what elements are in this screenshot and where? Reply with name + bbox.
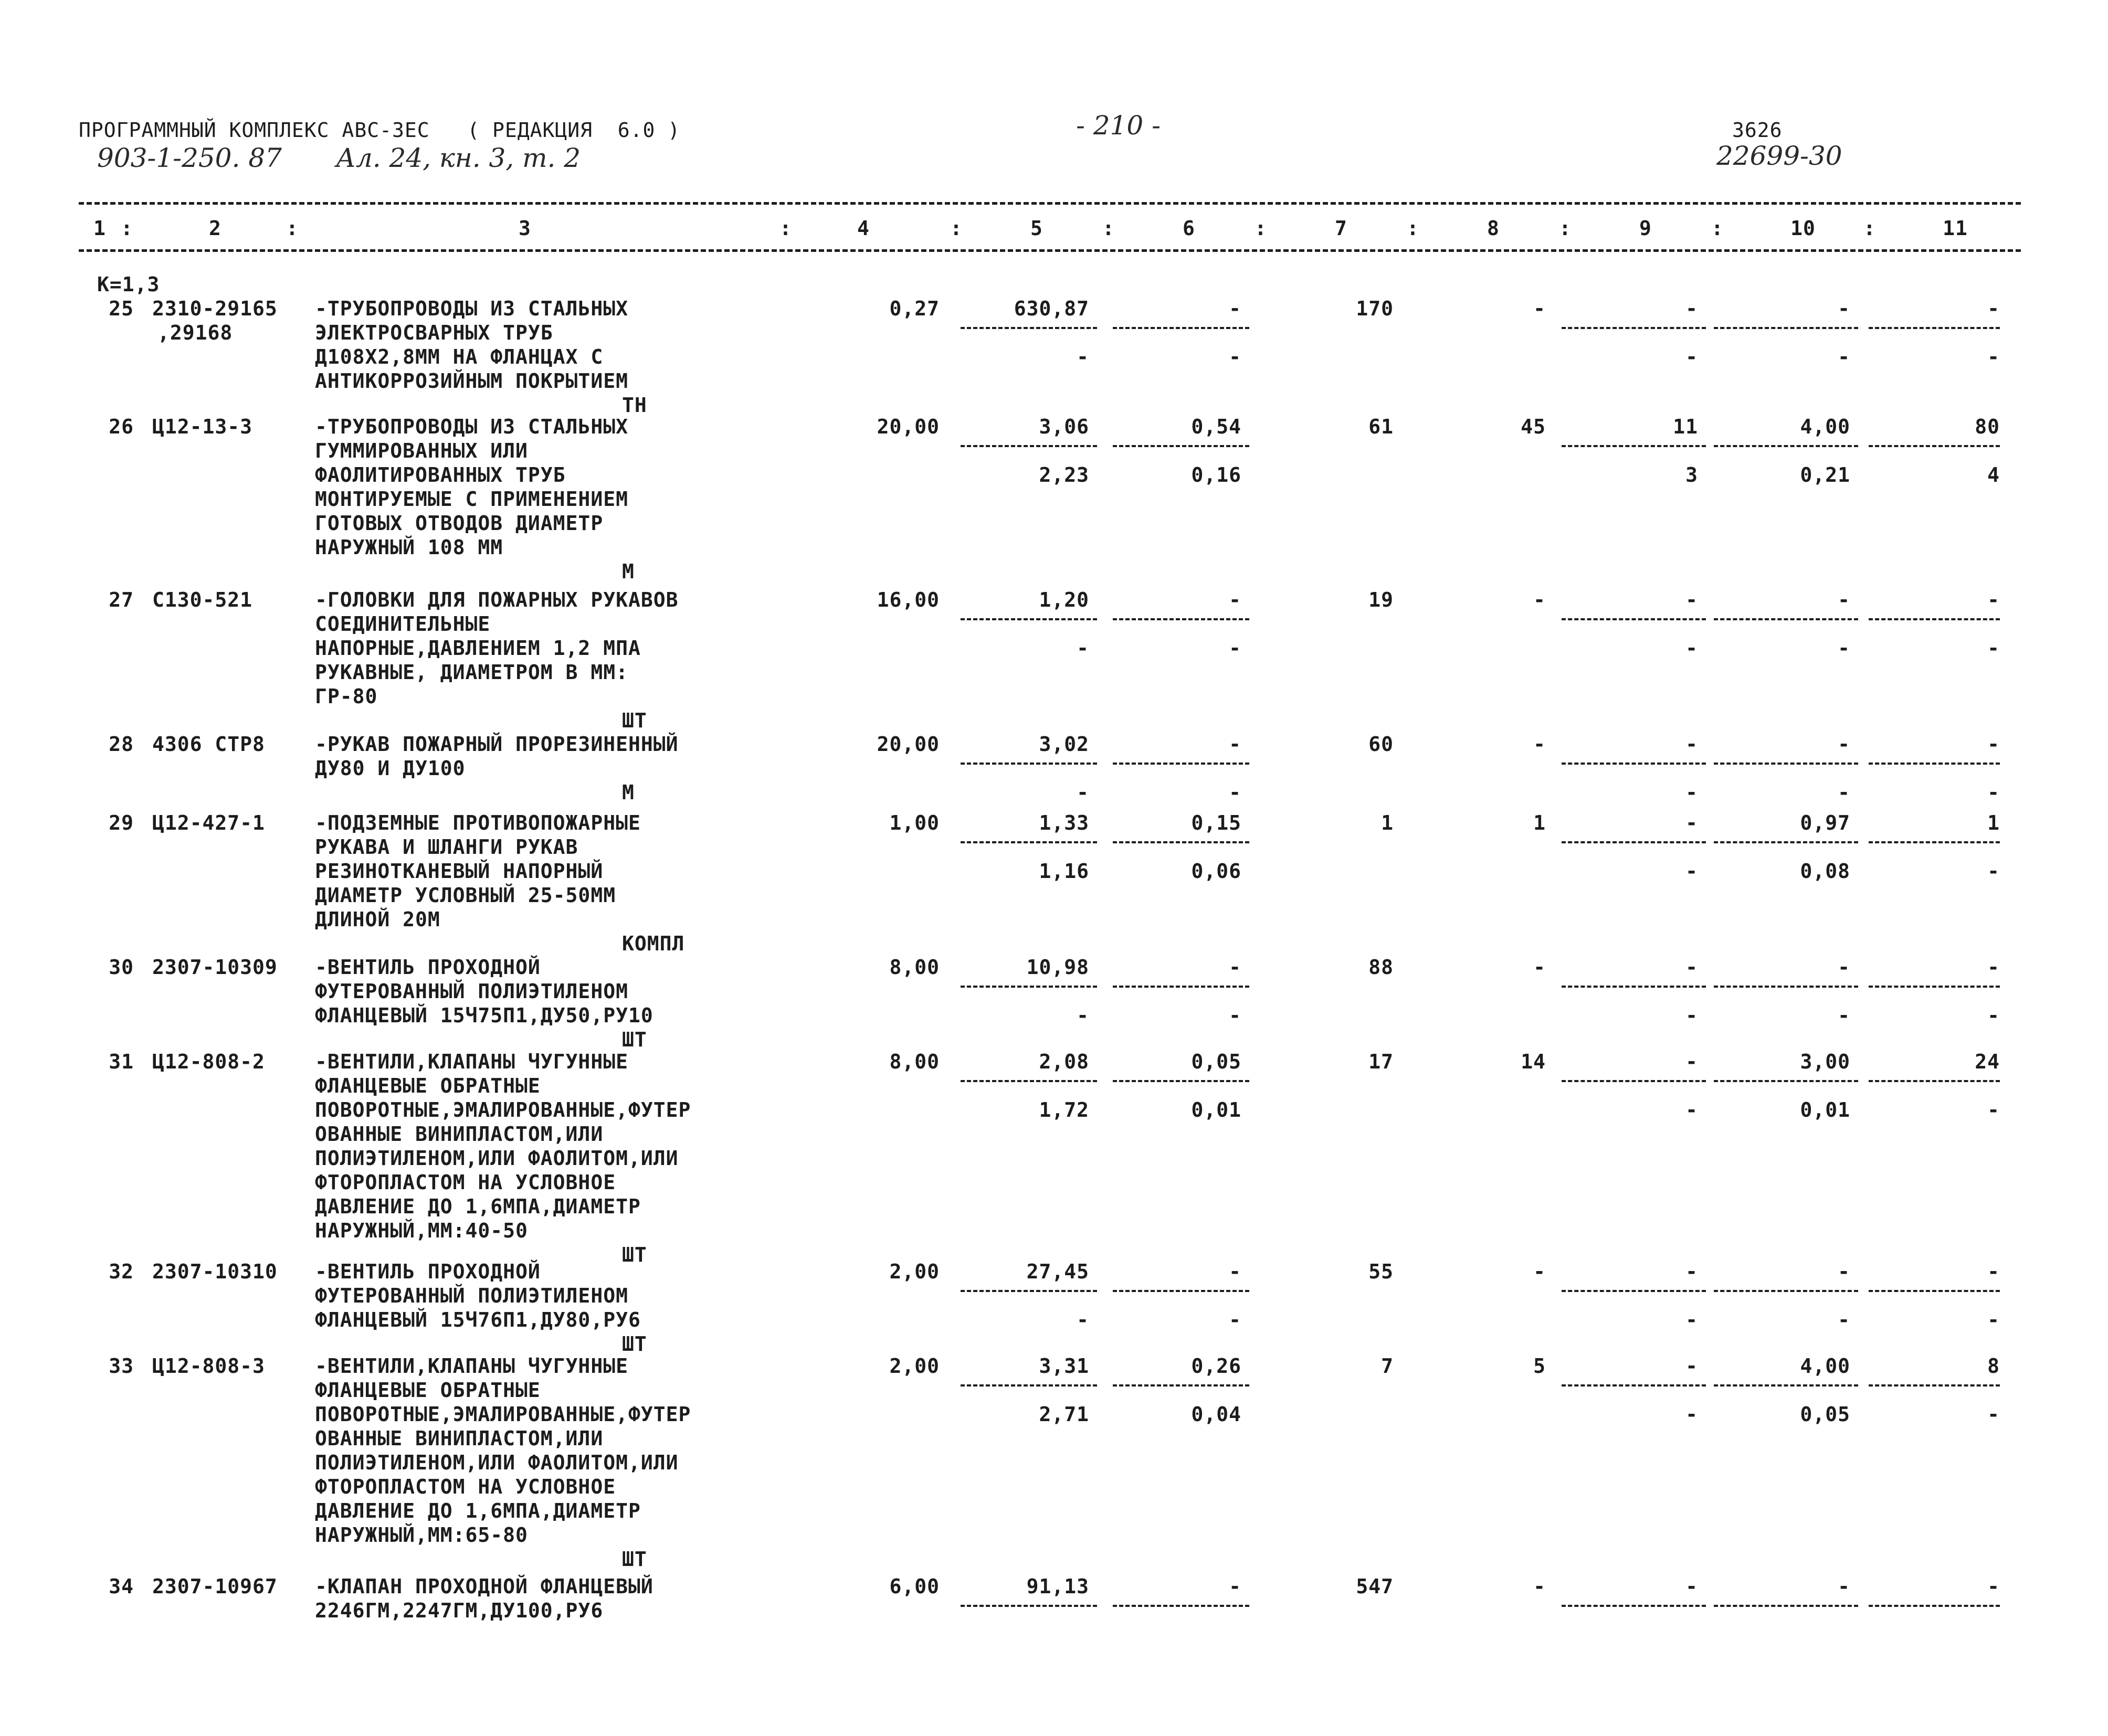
work-description-line: -ГОЛОВКИ ДЛЯ ПОЖАРНЫХ РУКАВОВ [315, 588, 679, 611]
work-description-line: ПОЛИЭТИЛЕНОМ,ИЛИ ФАОЛИТОМ,ИЛИ [315, 1451, 679, 1474]
unit-machine-wages: 0,16 [1191, 463, 1241, 486]
machine-labor-per-unit: - [1838, 1004, 1850, 1027]
rate-code: Ц12-808-2 [152, 1050, 265, 1073]
subtotal-divider [961, 841, 1097, 843]
machines-total: - [1685, 1050, 1698, 1073]
quantity-value: 8,00 [889, 956, 940, 979]
machine-labor-total: - [1987, 781, 2000, 804]
row-number: 27 [109, 588, 134, 611]
unit-of-measure: М [622, 781, 635, 804]
subtotal-divider [1113, 327, 1249, 329]
labor-per-unit: - [1838, 297, 1850, 320]
subtotal-divider [1562, 1080, 1706, 1082]
machine-labor-total: - [1987, 1098, 2000, 1121]
unit-machine-wages: - [1229, 1004, 1241, 1027]
subtotal-divider [1113, 445, 1249, 447]
unit-of-measure: М [622, 560, 635, 583]
labor-per-unit: - [1838, 956, 1850, 979]
subtotal-divider [1714, 1290, 1858, 1292]
subtotal-divider [961, 1384, 1097, 1386]
labor-total: - [1987, 733, 2000, 756]
machine-labor-total: 4 [1987, 463, 2000, 486]
unit-cost-total: 1,20 [1039, 588, 1089, 611]
col-header: 5 [1030, 217, 1043, 240]
total-cost: 170 [1356, 297, 1394, 320]
subtotal-divider [961, 763, 1097, 765]
labor-total: - [1987, 297, 2000, 320]
unit-wages: 2,71 [1039, 1403, 1089, 1426]
work-description-line: ДАВЛЕНИЕ ДО 1,6МПА,ДИАМЕТР [315, 1499, 641, 1522]
total-cost: 60 [1368, 733, 1394, 756]
subtotal-divider [1714, 1384, 1858, 1386]
rate-code-continuation: ,29168 [157, 321, 233, 344]
work-description-line: ДУ80 И ДУ100 [315, 757, 466, 780]
work-description-line: НАПОРНЫЕ,ДАВЛЕНИЕМ 1,2 МПА [315, 637, 641, 660]
total-cost: 547 [1356, 1575, 1394, 1598]
subtotal-divider [1113, 618, 1249, 620]
machines-total: - [1685, 811, 1698, 834]
work-description-line: -ВЕНТИЛИ,КЛАПАНЫ ЧУГУННЫЕ [315, 1354, 628, 1378]
subtotal-divider [1869, 618, 2000, 620]
machine-wages-total: 3 [1685, 463, 1698, 486]
unit-of-measure: ТН [622, 394, 647, 417]
wages-total: - [1533, 733, 1546, 756]
work-description-line: ГУММИРОВАННЫХ ИЛИ [315, 439, 528, 462]
unit-cost-machines: 0,54 [1191, 415, 1241, 438]
machines-total: - [1685, 588, 1698, 611]
subtotal-divider [1869, 986, 2000, 988]
page-number: - 210 - [1076, 110, 1161, 141]
machine-labor-per-unit: 0,05 [1800, 1403, 1850, 1426]
wages-total: - [1533, 297, 1546, 320]
labor-per-unit: - [1838, 1575, 1850, 1598]
unit-machine-wages: - [1229, 1308, 1241, 1331]
unit-wages: 1,72 [1039, 1098, 1089, 1121]
work-description-line: ФТОРОПЛАСТОМ НА УСЛОВНОЕ [315, 1171, 616, 1194]
work-description-line: РУКАВА И ШЛАНГИ РУКАВ [315, 835, 578, 859]
col-separator: : [1711, 217, 1724, 240]
unit-cost-total: 630,87 [1014, 297, 1089, 320]
work-description-line: ПОВОРОТНЫЕ,ЭМАЛИРОВАННЫЕ,ФУТЕР [315, 1098, 691, 1121]
subtotal-divider [1869, 327, 2000, 329]
col-header: 4 [857, 217, 870, 240]
col-header: 8 [1487, 217, 1500, 240]
work-description-line: ПОЛИЭТИЛЕНОМ,ИЛИ ФАОЛИТОМ,ИЛИ [315, 1147, 679, 1170]
machine-labor-total: - [1987, 1403, 2000, 1426]
subtotal-divider [1869, 445, 2000, 447]
subtotal-divider [961, 1290, 1097, 1292]
col-header: 7 [1335, 217, 1347, 240]
program-header: ПРОГРАММНЫЙ КОМПЛЕКС АВС-ЗЕС ( РЕДАКЦИЯ 6.0 ) [79, 119, 681, 142]
unit-wages: - [1077, 1308, 1089, 1331]
col-separator: : [1407, 217, 1419, 240]
unit-cost-machines: - [1229, 956, 1241, 979]
unit-cost-machines: - [1229, 1260, 1241, 1283]
labor-total: 80 [1975, 415, 2000, 438]
subtotal-divider [1562, 841, 1706, 843]
subtotal-divider [1562, 445, 1706, 447]
machines-total: - [1685, 1575, 1698, 1598]
col-separator: : [286, 217, 299, 240]
subtotal-divider [961, 618, 1097, 620]
quantity-value: 16,00 [877, 588, 940, 611]
unit-of-measure: ШТ [622, 1243, 647, 1266]
unit-cost-total: 3,06 [1039, 415, 1089, 438]
row-number: 28 [109, 733, 134, 756]
work-description-line: ГР-80 [315, 685, 378, 708]
work-description-line: ОВАННЫЕ ВИНИПЛАСТОМ,ИЛИ [315, 1123, 604, 1146]
document-code: 3626 [1732, 119, 1783, 142]
rate-code: С130-521 [152, 588, 253, 611]
total-cost: 88 [1368, 956, 1394, 979]
subtotal-divider [1113, 763, 1249, 765]
unit-wages: - [1077, 781, 1089, 804]
unit-cost-machines: 0,15 [1191, 811, 1241, 834]
work-description-line: НАРУЖНЫЙ,ММ:65-80 [315, 1523, 528, 1547]
quantity-value: 6,00 [889, 1575, 940, 1598]
wages-total: 14 [1521, 1050, 1546, 1073]
handwritten-registration-number: 22699-30 [1716, 141, 1842, 171]
row-number: 26 [109, 415, 134, 438]
total-cost: 55 [1368, 1260, 1394, 1283]
subtotal-divider [1714, 618, 1858, 620]
labor-total: - [1987, 1575, 2000, 1598]
subtotal-divider [961, 1080, 1097, 1082]
col-separator: : [1255, 217, 1267, 240]
subtotal-divider [1714, 445, 1858, 447]
row-number: 30 [109, 956, 134, 979]
col-header: 1 [93, 217, 106, 240]
unit-cost-total: 2,08 [1039, 1050, 1089, 1073]
unit-of-measure: ШТ [622, 1332, 647, 1356]
header-top-rule [79, 202, 2021, 205]
machine-labor-total: - [1987, 1004, 2000, 1027]
work-description-line: ДИАМЕТР УСЛОВНЫЙ 25-50ММ [315, 884, 616, 907]
machine-labor-per-unit: - [1838, 781, 1850, 804]
wages-total: 1 [1533, 811, 1546, 834]
col-header: 9 [1639, 217, 1652, 240]
unit-cost-total: 27,45 [1026, 1260, 1089, 1283]
rate-code: 4306 СТР8 [152, 733, 265, 756]
machines-total: - [1685, 1354, 1698, 1378]
unit-wages: - [1077, 345, 1089, 368]
work-description-line: -ТРУБОПРОВОДЫ ИЗ СТАЛЬНЫХ [315, 415, 628, 438]
unit-cost-total: 10,98 [1026, 956, 1089, 979]
col-separator: : [950, 217, 963, 240]
handwritten-project-number: 903-1-250. 87 [97, 143, 282, 173]
col-header: 3 [519, 217, 531, 240]
labor-per-unit: 4,00 [1800, 1354, 1850, 1378]
machine-labor-total: - [1987, 345, 2000, 368]
work-description-line: ПОВОРОТНЫЕ,ЭМАЛИРОВАННЫЕ,ФУТЕР [315, 1403, 691, 1426]
work-description-line: 2246ГМ,2247ГМ,ДУ100,РУ6 [315, 1599, 604, 1622]
machine-wages-total: - [1685, 1098, 1698, 1121]
unit-machine-wages: - [1229, 781, 1241, 804]
rate-code: 2307-10967 [152, 1575, 278, 1598]
unit-of-measure: ШТ [622, 1028, 647, 1051]
unit-machine-wages: - [1229, 637, 1241, 660]
labor-total: 24 [1975, 1050, 2000, 1073]
work-description-line: ФТОРОПЛАСТОМ НА УСЛОВНОЕ [315, 1475, 616, 1498]
work-description-line: ФЛАНЦЕВЫЕ ОБРАТНЫЕ [315, 1074, 541, 1097]
unit-machine-wages: - [1229, 345, 1241, 368]
work-description-line: ЭЛЕКТРОСВАРНЫХ ТРУБ [315, 321, 553, 344]
labor-per-unit: 4,00 [1800, 415, 1850, 438]
machine-labor-per-unit: 0,01 [1800, 1098, 1850, 1121]
quantity-value: 20,00 [877, 733, 940, 756]
subtotal-divider [961, 986, 1097, 988]
wages-total: 45 [1521, 415, 1546, 438]
labor-total: - [1987, 956, 2000, 979]
col-separators: : [121, 217, 133, 240]
machines-total: - [1685, 733, 1698, 756]
row-number: 34 [109, 1575, 134, 1598]
quantity-value: 0,27 [889, 297, 940, 320]
work-description-line: НАРУЖНЫЙ 108 ММ [315, 536, 503, 559]
labor-per-unit: 3,00 [1800, 1050, 1850, 1073]
row-number: 31 [109, 1050, 134, 1073]
rate-code: Ц12-13-3 [152, 415, 253, 438]
labor-total: 1 [1987, 811, 2000, 834]
work-description-line: -ВЕНТИЛЬ ПРОХОДНОЙ [315, 1260, 541, 1283]
machine-labor-per-unit: - [1838, 345, 1850, 368]
subtotal-divider [1714, 986, 1858, 988]
unit-wages: - [1077, 1004, 1089, 1027]
subtotal-divider [1714, 327, 1858, 329]
total-cost: 61 [1368, 415, 1394, 438]
work-description-line: МОНТИРУЕМЫЕ С ПРИМЕНЕНИЕМ [315, 488, 628, 511]
subtotal-divider [1562, 618, 1706, 620]
subtotal-divider [1869, 763, 2000, 765]
work-description-line: ФЛАНЦЕВЫЕ ОБРАТНЫЕ [315, 1379, 541, 1402]
labor-total: - [1987, 1260, 2000, 1283]
coefficient-note: K=1,3 [97, 273, 160, 296]
subtotal-divider [1714, 763, 1858, 765]
machine-labor-per-unit: 0,21 [1800, 463, 1850, 486]
header-bottom-rule [79, 249, 2021, 252]
unit-machine-wages: 0,01 [1191, 1098, 1241, 1121]
machine-wages-total: - [1685, 1403, 1698, 1426]
subtotal-divider [1869, 1080, 2000, 1082]
machine-wages-total: - [1685, 1308, 1698, 1331]
unit-machine-wages: 0,04 [1191, 1403, 1241, 1426]
wages-total: - [1533, 588, 1546, 611]
subtotal-divider [1562, 1605, 1706, 1607]
subtotal-divider [1562, 327, 1706, 329]
total-cost: 19 [1368, 588, 1394, 611]
machines-total: - [1685, 297, 1698, 320]
col-separator: : [1863, 217, 1876, 240]
unit-of-measure: КОМПЛ [622, 932, 685, 955]
subtotal-divider [1562, 1384, 1706, 1386]
unit-cost-total: 91,13 [1026, 1575, 1089, 1598]
work-description-line: ДЛИНОЙ 20М [315, 908, 440, 931]
subtotal-divider [1714, 1605, 1858, 1607]
wages-total: 5 [1533, 1354, 1546, 1378]
work-description-line: ФУТЕРОВАННЫЙ ПОЛИЭТИЛЕНОМ [315, 1284, 628, 1307]
unit-cost-machines: - [1229, 588, 1241, 611]
work-description-line: -КЛАПАН ПРОХОДНОЙ ФЛАНЦЕВЫЙ [315, 1575, 654, 1598]
subtotal-divider [1869, 841, 2000, 843]
unit-machine-wages: 0,06 [1191, 860, 1241, 883]
col-header: 2 [209, 217, 222, 240]
labor-per-unit: 0,97 [1800, 811, 1850, 834]
subtotal-divider [1113, 1290, 1249, 1292]
subtotal-divider [1562, 763, 1706, 765]
machine-labor-total: - [1987, 1308, 2000, 1331]
work-description-line: ОВАННЫЕ ВИНИПЛАСТОМ,ИЛИ [315, 1427, 604, 1450]
work-description-line: РЕЗИНОТКАНЕВЫЙ НАПОРНЫЙ [315, 860, 604, 883]
work-description-line: -ПОДЗЕМНЫЕ ПРОТИВОПОЖАРНЫЕ [315, 811, 641, 834]
machines-total: - [1685, 1260, 1698, 1283]
unit-wages: 1,16 [1039, 860, 1089, 883]
unit-cost-machines: - [1229, 1575, 1241, 1598]
work-description-line: РУКАВНЫЕ, ДИАМЕТРОМ В ММ: [315, 661, 628, 684]
subtotal-divider [1113, 841, 1249, 843]
work-description-line: ДАВЛЕНИЕ ДО 1,6МПА,ДИАМЕТР [315, 1195, 641, 1218]
work-description-line: -ВЕНТИЛЬ ПРОХОДНОЙ [315, 956, 541, 979]
col-separator: : [779, 217, 792, 240]
unit-cost-machines: 0,26 [1191, 1354, 1241, 1378]
quantity-value: 2,00 [889, 1260, 940, 1283]
wages-total: - [1533, 1260, 1546, 1283]
quantity-value: 1,00 [889, 811, 940, 834]
unit-of-measure: ШТ [622, 709, 647, 732]
work-description-line: ФАОЛИТИРОВАННЫХ ТРУБ [315, 463, 566, 486]
col-header: 6 [1183, 217, 1195, 240]
work-description-line: -ВЕНТИЛИ,КЛАПАНЫ ЧУГУННЫЕ [315, 1050, 628, 1073]
unit-cost-machines: 0,05 [1191, 1050, 1241, 1073]
col-separator: : [1102, 217, 1115, 240]
machines-total: 11 [1673, 415, 1698, 438]
work-description-line: ФЛАНЦЕВЫЙ 15Ч76П1,ДУ80,РУ6 [315, 1308, 641, 1331]
subtotal-divider [1113, 1080, 1249, 1082]
subtotal-divider [1113, 986, 1249, 988]
subtotal-divider [1869, 1290, 2000, 1292]
unit-of-measure: ШТ [622, 1548, 647, 1571]
work-description-line: -ТРУБОПРОВОДЫ ИЗ СТАЛЬНЫХ [315, 297, 628, 320]
unit-cost-machines: - [1229, 733, 1241, 756]
work-description-line: ФУТЕРОВАННЫЙ ПОЛИЭТИЛЕНОМ [315, 980, 628, 1003]
work-description-line: Д108Х2,8ММ НА ФЛАНЦАХ С [315, 345, 604, 368]
work-description-line: ФЛАНЦЕВЫЙ 15Ч75П1,ДУ50,РУ10 [315, 1004, 654, 1027]
row-number: 32 [109, 1260, 134, 1283]
subtotal-divider [1113, 1384, 1249, 1386]
wages-total: - [1533, 1575, 1546, 1598]
machine-wages-total: - [1685, 781, 1698, 804]
subtotal-divider [1869, 1384, 2000, 1386]
quantity-value: 2,00 [889, 1354, 940, 1378]
col-header: 10 [1790, 217, 1816, 240]
machine-labor-per-unit: 0,08 [1800, 860, 1850, 883]
unit-wages: - [1077, 637, 1089, 660]
machine-labor-per-unit: - [1838, 1308, 1850, 1331]
subtotal-divider [961, 1605, 1097, 1607]
subtotal-divider [1113, 1605, 1249, 1607]
row-number: 25 [109, 297, 134, 320]
subtotal-divider [1869, 1605, 2000, 1607]
machine-labor-per-unit: - [1838, 637, 1850, 660]
work-description-line: НАРУЖНЫЙ,ММ:40-50 [315, 1219, 528, 1242]
work-description-line: ГОТОВЫХ ОТВОДОВ ДИАМЕТР [315, 512, 604, 535]
row-number: 29 [109, 811, 134, 834]
subtotal-divider [961, 327, 1097, 329]
rate-code: 2310-29165 [152, 297, 278, 320]
col-separator: : [1559, 217, 1572, 240]
labor-total: 8 [1987, 1354, 2000, 1378]
labor-per-unit: - [1838, 588, 1850, 611]
labor-total: - [1987, 588, 2000, 611]
total-cost: 17 [1368, 1050, 1394, 1073]
machine-labor-total: - [1987, 860, 2000, 883]
unit-cost-machines: - [1229, 297, 1241, 320]
unit-wages: 2,23 [1039, 463, 1089, 486]
total-cost: 1 [1381, 811, 1394, 834]
machine-labor-total: - [1987, 637, 2000, 660]
machine-wages-total: - [1685, 1004, 1698, 1027]
subtotal-divider [1562, 1290, 1706, 1292]
subtotal-divider [1562, 986, 1706, 988]
wages-total: - [1533, 956, 1546, 979]
unit-cost-total: 1,33 [1039, 811, 1089, 834]
quantity-value: 8,00 [889, 1050, 940, 1073]
col-header: 11 [1943, 217, 1968, 240]
rate-code: 2307-10310 [152, 1260, 278, 1283]
quantity-value: 20,00 [877, 415, 940, 438]
machine-wages-total: - [1685, 637, 1698, 660]
row-number: 33 [109, 1354, 134, 1378]
rate-code: Ц12-427-1 [152, 811, 265, 834]
machine-wages-total: - [1685, 860, 1698, 883]
unit-cost-total: 3,31 [1039, 1354, 1089, 1378]
rate-code: Ц12-808-3 [152, 1354, 265, 1378]
handwritten-album-ref: Ал. 24, кн. 3, т. 2 [336, 143, 581, 173]
unit-cost-total: 3,02 [1039, 733, 1089, 756]
work-description-line: -РУКАВ ПОЖАРНЫЙ ПРОРЕЗИНЕННЫЙ [315, 733, 679, 756]
machines-total: - [1685, 956, 1698, 979]
total-cost: 7 [1381, 1354, 1394, 1378]
subtotal-divider [1714, 1080, 1858, 1082]
work-description-line: АНТИКОРРОЗИЙНЫМ ПОКРЫТИЕМ [315, 369, 628, 393]
labor-per-unit: - [1838, 733, 1850, 756]
labor-per-unit: - [1838, 1260, 1850, 1283]
subtotal-divider [1714, 841, 1858, 843]
machine-wages-total: - [1685, 345, 1698, 368]
subtotal-divider [961, 445, 1097, 447]
rate-code: 2307-10309 [152, 956, 278, 979]
work-description-line: СОЕДИНИТЕЛЬНЫЕ [315, 612, 491, 636]
